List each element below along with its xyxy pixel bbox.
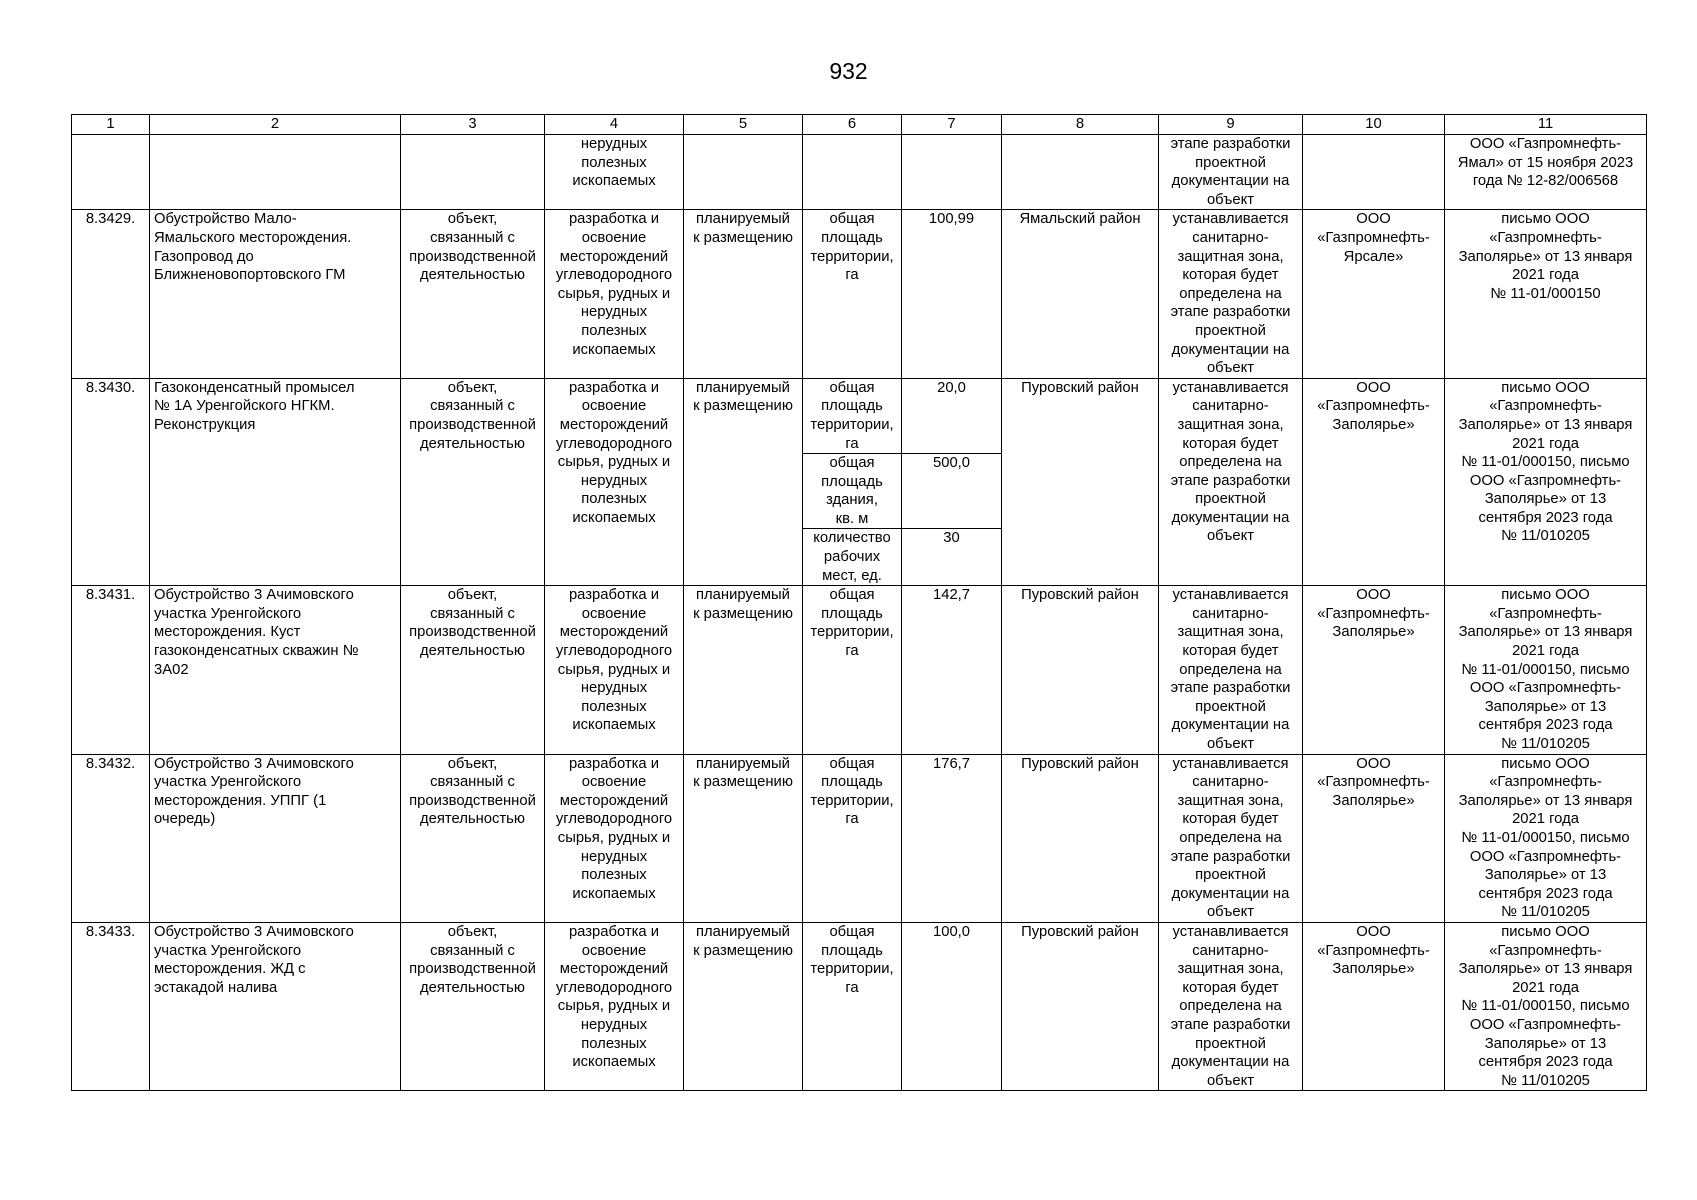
column-number: 1 <box>72 115 150 135</box>
object-type: объект, связанный с производственной деятельностью <box>401 210 545 378</box>
cell <box>401 135 545 210</box>
cell <box>1002 135 1159 210</box>
object-type: объект, связанный с производственной деятельностью <box>401 754 545 922</box>
parameter-value: 500,0 <box>902 454 1002 529</box>
row-number: 8.3429. <box>72 210 150 378</box>
parameter-name: общая площадь территории, га <box>803 378 902 453</box>
parameter-value: 142,7 <box>902 586 1002 754</box>
protection-zone: устанавливается санитарно- защитная зона, которая будет определена на этапе разработки проектной документации на объект <box>1159 378 1303 586</box>
row-number: 8.3430. <box>72 378 150 586</box>
district: Пуровский район <box>1002 586 1159 754</box>
cell <box>803 135 902 210</box>
object-type: объект, связанный с производственной деятельностью <box>401 922 545 1090</box>
basis-document: письмо ООО «Газпромнефть- Заполярье» от 13 января 2021 года № 11-01/000150, письмо ООО «Газпромнефть- Заполярье» от 13 сентября 2023 года № 11/010205 <box>1445 922 1647 1090</box>
column-number: 11 <box>1445 115 1647 135</box>
table-row <box>72 210 1647 378</box>
column-number: 7 <box>902 115 1002 135</box>
cell <box>150 135 401 210</box>
basis-document: письмо ООО «Газпромнефть- Заполярье» от 13 января 2021 года № 11-01/000150, письмо ООО «Газпромнефть- Заполярье» от 13 сентября 2023 года № 11/010205 <box>1445 586 1647 754</box>
column-number: 6 <box>803 115 902 135</box>
object-name: Обустройство 3 Ачимовского участка Уренгойского месторождения. Куст газоконденсатных скважин № 3А02 <box>150 586 401 754</box>
object-status: планируемый к размещению <box>684 586 803 754</box>
parameter-value: 30 <box>902 529 1002 586</box>
object-status: планируемый к размещению <box>684 922 803 1090</box>
district: Пуровский район <box>1002 378 1159 586</box>
object-name: Обустройство 3 Ачимовского участка Уренгойского месторождения. ЖД с эстакадой налива <box>150 922 401 1090</box>
organization: ООО «Газпромнефть- Заполярье» <box>1303 378 1445 586</box>
object-status: планируемый к размещению <box>684 210 803 378</box>
organization: ООО «Газпромнефть- Заполярье» <box>1303 586 1445 754</box>
column-number: 5 <box>684 115 803 135</box>
cell <box>1303 135 1445 210</box>
table-row <box>72 586 1647 754</box>
organization: ООО «Газпромнефть- Ярсале» <box>1303 210 1445 378</box>
object-purpose: разработка и освоение месторождений углеводородного сырья, рудных и нерудных полезных ископаемых <box>545 378 684 586</box>
object-status: планируемый к размещению <box>684 378 803 586</box>
column-number: 10 <box>1303 115 1445 135</box>
parameter-name: общая площадь территории, га <box>803 210 902 378</box>
column-number: 9 <box>1159 115 1303 135</box>
protection-zone: устанавливается санитарно- защитная зона, которая будет определена на этапе разработки проектной документации на объект <box>1159 922 1303 1090</box>
object-type: объект, связанный с производственной деятельностью <box>401 586 545 754</box>
parameter-value: 176,7 <box>902 754 1002 922</box>
row-number: 8.3432. <box>72 754 150 922</box>
parameter-name: общая площадь территории, га <box>803 754 902 922</box>
object-purpose: разработка и освоение месторождений углеводородного сырья, рудных и нерудных полезных ископаемых <box>545 754 684 922</box>
table-body <box>72 115 1647 1091</box>
cell <box>72 135 150 210</box>
table-row <box>72 922 1647 1090</box>
basis-document: письмо ООО «Газпромнефть- Заполярье» от 13 января 2021 года № 11-01/000150 <box>1445 210 1647 378</box>
parameter-name: общая площадь территории, га <box>803 586 902 754</box>
purpose-cell: нерудных полезных ископаемых <box>545 135 684 210</box>
protection-zone: устанавливается санитарно- защитная зона, которая будет определена на этапе разработки проектной документации на объект <box>1159 586 1303 754</box>
row-number: 8.3431. <box>72 586 150 754</box>
object-purpose: разработка и освоение месторождений углеводородного сырья, рудных и нерудных полезных ископаемых <box>545 922 684 1090</box>
parameter-name: общая площадь территории, га <box>803 922 902 1090</box>
object-status: планируемый к размещению <box>684 754 803 922</box>
district: Пуровский район <box>1002 754 1159 922</box>
district: Пуровский район <box>1002 922 1159 1090</box>
zone-cell: этапе разработки проектной документации на объект <box>1159 135 1303 210</box>
basis-document: письмо ООО «Газпромнефть- Заполярье» от 13 января 2021 года № 11-01/000150, письмо ООО «Газпромнефть- Заполярье» от 13 сентября 2023 года № 11/010205 <box>1445 378 1647 586</box>
column-number: 2 <box>150 115 401 135</box>
organization: ООО «Газпромнефть- Заполярье» <box>1303 754 1445 922</box>
objects-table <box>71 114 1647 1091</box>
parameter-value: 100,0 <box>902 922 1002 1090</box>
basis-document: письмо ООО «Газпромнефть- Заполярье» от 13 января 2021 года № 11-01/000150, письмо ООО «Газпромнефть- Заполярье» от 13 сентября 2023 года № 11/010205 <box>1445 754 1647 922</box>
continuation-row <box>72 135 1647 210</box>
organization: ООО «Газпромнефть- Заполярье» <box>1303 922 1445 1090</box>
parameter-name: общая площадь здания, кв. м <box>803 454 902 529</box>
parameter-value: 100,99 <box>902 210 1002 378</box>
page-number: 932 <box>829 58 868 84</box>
column-number: 8 <box>1002 115 1159 135</box>
table-row <box>72 378 1647 453</box>
protection-zone: устанавливается санитарно- защитная зона, которая будет определена на этапе разработки проектной документации на объект <box>1159 754 1303 922</box>
row-number: 8.3433. <box>72 922 150 1090</box>
district: Ямальский район <box>1002 210 1159 378</box>
protection-zone: устанавливается санитарно- защитная зона, которая будет определена на этапе разработки проектной документации на объект <box>1159 210 1303 378</box>
column-number: 3 <box>401 115 545 135</box>
object-name: Газоконденсатный промысел № 1А Уренгойского НГКМ. Реконструкция <box>150 378 401 586</box>
parameter-value: 20,0 <box>902 378 1002 453</box>
object-type: объект, связанный с производственной деятельностью <box>401 378 545 586</box>
object-purpose: разработка и освоение месторождений углеводородного сырья, рудных и нерудных полезных ископаемых <box>545 586 684 754</box>
column-number: 4 <box>545 115 684 135</box>
column-number-row <box>72 115 1647 135</box>
object-name: Обустройство 3 Ачимовского участка Уренгойского месторождения. УППГ (1 очередь) <box>150 754 401 922</box>
object-name: Обустройство Мало- Ямальского месторождения. Газопровод до Ближненовопортовского ГМ <box>150 210 401 378</box>
cell <box>902 135 1002 210</box>
object-purpose: разработка и освоение месторождений углеводородного сырья, рудных и нерудных полезных ископаемых <box>545 210 684 378</box>
cell <box>684 135 803 210</box>
table-row <box>72 754 1647 922</box>
basis-cell: ООО «Газпромнефть- Ямал» от 15 ноября 2023 года № 12-82/006568 <box>1445 135 1647 210</box>
parameter-name: количество рабочих мест, ед. <box>803 529 902 586</box>
